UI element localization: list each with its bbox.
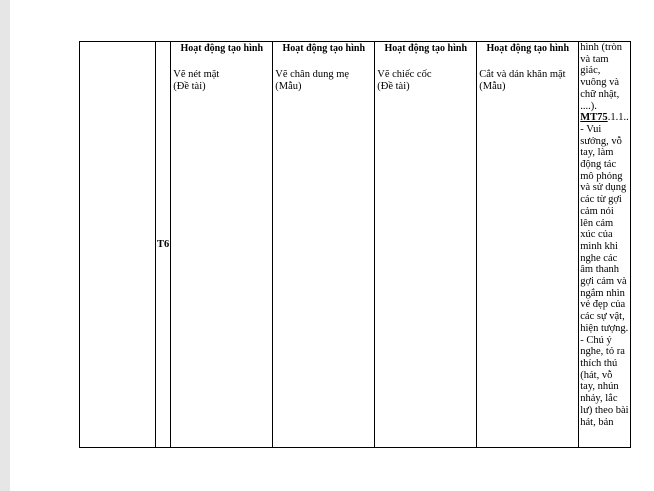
activity-header: Hoạt động tạo hình — [180, 43, 264, 54]
goals-intro: hình (tròn và tam giác, vuông và chữ nhật, ....). — [580, 42, 622, 112]
empty-cell — [80, 42, 156, 448]
activity-name: Vẽ chân dung mẹ — [275, 69, 350, 80]
activity-type: (Đề tài) — [173, 81, 206, 92]
goal-code-suffix: .1.1.. — [607, 112, 629, 124]
table-row — [80, 42, 631, 448]
activity-name: Vẽ chiếc cốc — [377, 69, 432, 80]
goal-code: MT75 — [580, 112, 608, 124]
schedule-table — [79, 41, 631, 448]
activity-header: Hoạt động tạo hình — [282, 43, 366, 54]
activity-cell-4 — [477, 42, 579, 448]
row-label: T6 — [156, 42, 171, 448]
activity-cell-3 — [375, 42, 477, 448]
activity-type: (Mẫu) — [479, 81, 506, 92]
activity-name: Vẽ nét mặt — [173, 69, 220, 80]
activity-header: Hoạt động tạo hình — [486, 43, 570, 54]
goal-point-1: - Vui sướng, vỗ tay, làm động tác mô phỏng và sử dụng các từ gợi cảm nói lên cảm xúc của mình khi nghe các âm thanh gợi cảm và ngắm nhìn vẻ đẹp của các sự vật, hiện tượng. — [580, 123, 629, 334]
activity-cell-2 — [273, 42, 375, 448]
activity-header: Hoạt động tạo hình — [384, 43, 468, 54]
goals-cell — [579, 42, 630, 448]
goal-point-2: - Chú ý nghe, tỏ ra thích thú (hát, vỗ tay, nhún nhảy, lắc lư) theo bài hát, bản — [580, 334, 629, 428]
document-page — [10, 0, 654, 491]
activity-name: Cắt và dán khăn mặt — [479, 69, 566, 80]
activity-cell-1 — [171, 42, 273, 448]
activity-type: (Mẫu) — [275, 81, 302, 92]
goal-code-line — [580, 112, 628, 124]
activity-type: (Đề tài) — [377, 81, 410, 92]
